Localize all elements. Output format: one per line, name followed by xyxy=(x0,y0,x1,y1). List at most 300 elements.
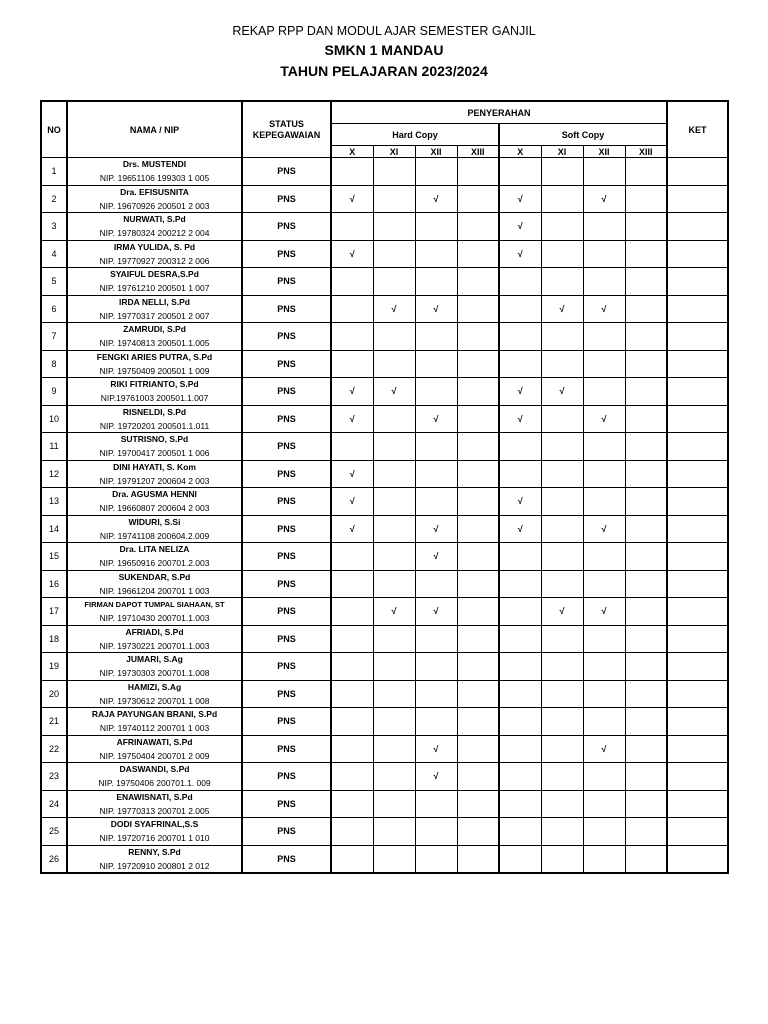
row-number: 25 xyxy=(41,818,67,846)
soft-copy-check-cell xyxy=(625,763,667,791)
name-nip-cell xyxy=(67,845,242,873)
soft-copy-check-cell xyxy=(541,790,583,818)
soft-copy-check-cell xyxy=(625,653,667,681)
soft-copy-check-cell xyxy=(625,213,667,241)
ket-cell xyxy=(667,625,728,653)
table-row xyxy=(41,268,728,296)
row-number: 10 xyxy=(41,405,67,433)
hard-copy-check-cell xyxy=(331,268,373,296)
teacher-name: JUMARI, S.Ag xyxy=(126,654,183,665)
status-cell: PNS xyxy=(242,625,331,653)
hard-copy-check-cell: √ xyxy=(331,240,373,268)
hard-copy-check-cell xyxy=(457,185,499,213)
hard-copy-check-cell xyxy=(415,268,457,296)
status-cell: PNS xyxy=(242,708,331,736)
row-number: 21 xyxy=(41,708,67,736)
hard-copy-check-cell xyxy=(373,708,415,736)
soft-copy-check-cell xyxy=(541,433,583,461)
table-row xyxy=(41,625,728,653)
soft-copy-check-cell xyxy=(499,680,541,708)
hard-copy-check-cell: √ xyxy=(415,405,457,433)
hard-copy-check-cell: √ xyxy=(415,763,457,791)
teacher-name: IRMA YULIDA, S. Pd xyxy=(113,241,196,252)
hard-copy-check-cell xyxy=(373,790,415,818)
table-row xyxy=(41,735,728,763)
hard-copy-check-cell xyxy=(457,323,499,351)
teacher-nip: NIP. 19740813 200501.1.005 xyxy=(99,338,210,349)
hard-copy-check-cell xyxy=(331,708,373,736)
ket-cell xyxy=(667,488,728,516)
soft-copy-check-cell xyxy=(625,378,667,406)
hard-copy-check-cell xyxy=(457,295,499,323)
hard-copy-check-cell: √ xyxy=(415,735,457,763)
table-row xyxy=(41,708,728,736)
teacher-name: ZAMRUDI, S.Pd xyxy=(123,324,186,335)
soft-copy-check-cell xyxy=(499,598,541,626)
soft-copy-check-cell xyxy=(541,460,583,488)
ket-cell xyxy=(667,460,728,488)
hard-copy-check-cell xyxy=(373,763,415,791)
hard-copy-check-cell xyxy=(331,818,373,846)
table-row xyxy=(41,240,728,268)
soft-copy-check-cell xyxy=(583,240,625,268)
soft-copy-check-cell: √ xyxy=(583,295,625,323)
table-row xyxy=(41,680,728,708)
soft-copy-check-cell: √ xyxy=(499,213,541,241)
soft-copy-check-cell xyxy=(625,350,667,378)
hard-copy-check-cell xyxy=(415,158,457,186)
soft-copy-check-cell xyxy=(583,158,625,186)
table-row xyxy=(41,460,728,488)
hard-copy-check-cell: √ xyxy=(331,488,373,516)
hard-copy-check-cell xyxy=(415,488,457,516)
row-number: 23 xyxy=(41,763,67,791)
hard-copy-check-cell xyxy=(331,158,373,186)
hard-copy-check-cell: √ xyxy=(415,543,457,571)
soft-copy-check-cell xyxy=(583,350,625,378)
soft-copy-check-cell: √ xyxy=(583,515,625,543)
soft-copy-check-cell xyxy=(541,405,583,433)
table-body xyxy=(41,158,728,874)
hard-copy-check-cell xyxy=(373,845,415,873)
soft-copy-check-cell xyxy=(499,433,541,461)
name-nip-cell xyxy=(67,598,242,626)
hard-copy-check-cell xyxy=(457,735,499,763)
row-number: 9 xyxy=(41,378,67,406)
hard-copy-check-cell xyxy=(457,488,499,516)
table-row xyxy=(41,213,728,241)
table-row xyxy=(41,405,728,433)
teacher-name: DASWANDI, S.Pd xyxy=(119,764,190,775)
name-nip-cell xyxy=(67,460,242,488)
hard-copy-check-cell xyxy=(373,185,415,213)
teacher-name: Dra. AGUSMA HENNI xyxy=(112,489,197,500)
ket-cell xyxy=(667,653,728,681)
table-row xyxy=(41,790,728,818)
name-nip-cell xyxy=(67,405,242,433)
status-cell: PNS xyxy=(242,350,331,378)
soft-copy-check-cell xyxy=(499,158,541,186)
name-nip-cell xyxy=(67,433,242,461)
hard-copy-check-cell xyxy=(415,570,457,598)
hard-copy-check-cell xyxy=(457,845,499,873)
name-nip-cell xyxy=(67,323,242,351)
row-number: 20 xyxy=(41,680,67,708)
header-status-label: STATUS KEPEGAWAIAN xyxy=(252,118,321,140)
table-header xyxy=(41,101,728,158)
soft-copy-check-cell xyxy=(625,543,667,571)
hard-copy-check-cell xyxy=(457,460,499,488)
soft-copy-check-cell: √ xyxy=(499,185,541,213)
hard-copy-check-cell xyxy=(373,515,415,543)
teacher-nip: NIP. 19750409 200501 1 009 xyxy=(99,365,210,376)
teacher-name: DINI HAYATI, S. Kom xyxy=(113,461,196,472)
soft-copy-check-cell xyxy=(583,845,625,873)
ket-cell xyxy=(667,543,728,571)
hard-copy-check-cell xyxy=(373,460,415,488)
hard-copy-check-cell xyxy=(331,653,373,681)
name-nip-cell xyxy=(67,213,242,241)
table-row xyxy=(41,653,728,681)
hard-copy-check-cell xyxy=(415,378,457,406)
hard-copy-check-cell xyxy=(331,213,373,241)
soft-copy-check-cell xyxy=(541,818,583,846)
hard-copy-check-cell xyxy=(415,790,457,818)
soft-copy-check-cell xyxy=(583,680,625,708)
soft-copy-check-cell xyxy=(499,570,541,598)
ket-cell xyxy=(667,405,728,433)
teacher-name: SUTRISNO, S.Pd xyxy=(120,434,189,445)
soft-copy-check-cell xyxy=(583,460,625,488)
table-row xyxy=(41,598,728,626)
soft-copy-check-cell xyxy=(583,763,625,791)
soft-copy-check-cell xyxy=(625,323,667,351)
header-status xyxy=(242,101,331,158)
soft-copy-check-cell xyxy=(499,818,541,846)
hard-copy-check-cell xyxy=(373,213,415,241)
table-row xyxy=(41,295,728,323)
teacher-name: WIDURI, S.Si xyxy=(128,516,181,527)
soft-copy-check-cell: √ xyxy=(541,598,583,626)
row-number: 24 xyxy=(41,790,67,818)
soft-copy-check-cell xyxy=(541,350,583,378)
name-nip-cell xyxy=(67,570,242,598)
soft-copy-check-cell xyxy=(625,735,667,763)
soft-copy-check-cell xyxy=(583,378,625,406)
row-number: 16 xyxy=(41,570,67,598)
hard-copy-check-cell xyxy=(457,350,499,378)
soft-copy-check-cell xyxy=(625,185,667,213)
hard-copy-check-cell xyxy=(373,350,415,378)
teacher-name: FIRMAN DAPOT TUMPAL SIAHAAN, ST xyxy=(84,600,225,610)
teacher-nip: NIP. 19761210 200501 1 007 xyxy=(99,283,210,294)
teacher-name: DODI SYAFRINAL,S.S xyxy=(110,819,199,830)
hard-copy-check-cell xyxy=(415,350,457,378)
hard-copy-check-cell xyxy=(415,845,457,873)
teacher-nip: NIP.19761003 200501.1.007 xyxy=(100,393,209,404)
header-hard-class-xii: XII xyxy=(415,146,457,158)
teacher-nip: NIP. 19700417 200501 1 006 xyxy=(99,448,210,459)
soft-copy-check-cell xyxy=(583,790,625,818)
soft-copy-check-cell xyxy=(625,405,667,433)
status-cell: PNS xyxy=(242,378,331,406)
hard-copy-check-cell xyxy=(331,350,373,378)
name-nip-cell xyxy=(67,378,242,406)
soft-copy-check-cell xyxy=(583,488,625,516)
row-number: 3 xyxy=(41,213,67,241)
hard-copy-check-cell xyxy=(373,570,415,598)
row-number: 18 xyxy=(41,625,67,653)
header-hard-class-xiii: XIII xyxy=(457,146,499,158)
teacher-nip: NIP. 19670926 200501 2 003 xyxy=(99,200,210,211)
ket-cell xyxy=(667,570,728,598)
teacher-nip: NIP. 19651106 199303 1 005 xyxy=(99,173,210,184)
soft-copy-check-cell xyxy=(499,543,541,571)
hard-copy-check-cell xyxy=(457,158,499,186)
soft-copy-check-cell xyxy=(625,240,667,268)
soft-copy-check-cell xyxy=(499,295,541,323)
name-nip-cell xyxy=(67,680,242,708)
teacher-nip: NIP. 19740112 200701 1 003 xyxy=(99,723,210,734)
hard-copy-check-cell xyxy=(415,240,457,268)
row-number: 19 xyxy=(41,653,67,681)
soft-copy-check-cell xyxy=(625,790,667,818)
soft-copy-check-cell xyxy=(541,158,583,186)
hard-copy-check-cell xyxy=(331,763,373,791)
name-nip-cell xyxy=(67,185,242,213)
name-nip-cell xyxy=(67,735,242,763)
teacher-name: RAJA PAYUNGAN BRANI, S.Pd xyxy=(91,709,218,720)
ket-cell xyxy=(667,763,728,791)
hard-copy-check-cell xyxy=(415,680,457,708)
soft-copy-check-cell: √ xyxy=(583,405,625,433)
soft-copy-check-cell xyxy=(541,323,583,351)
soft-copy-check-cell xyxy=(541,213,583,241)
soft-copy-check-cell xyxy=(499,708,541,736)
hard-copy-check-cell xyxy=(457,213,499,241)
soft-copy-check-cell xyxy=(583,213,625,241)
status-cell: PNS xyxy=(242,515,331,543)
name-nip-cell xyxy=(67,488,242,516)
hard-copy-check-cell: √ xyxy=(331,378,373,406)
row-number: 4 xyxy=(41,240,67,268)
hard-copy-check-cell xyxy=(373,240,415,268)
hard-copy-check-cell xyxy=(331,543,373,571)
hard-copy-check-cell xyxy=(457,598,499,626)
name-nip-cell xyxy=(67,350,242,378)
soft-copy-check-cell xyxy=(499,845,541,873)
teacher-name: SYAIFUL DESRA,S.Pd xyxy=(110,269,199,280)
name-nip-cell xyxy=(67,818,242,846)
soft-copy-check-cell xyxy=(499,653,541,681)
ket-cell xyxy=(667,295,728,323)
hard-copy-check-cell xyxy=(373,735,415,763)
hard-copy-check-cell xyxy=(457,240,499,268)
hard-copy-check-cell: √ xyxy=(415,515,457,543)
teacher-nip: NIP. 19770317 200501 2 007 xyxy=(99,310,210,321)
row-number: 15 xyxy=(41,543,67,571)
status-cell: PNS xyxy=(242,653,331,681)
name-nip-cell xyxy=(67,158,242,186)
status-cell: PNS xyxy=(242,158,331,186)
hard-copy-check-cell: √ xyxy=(415,598,457,626)
teacher-name: NURWATI, S.Pd xyxy=(123,214,186,225)
hard-copy-check-cell xyxy=(457,570,499,598)
hard-copy-check-cell xyxy=(457,625,499,653)
teacher-nip: NIP. 19770927 200312 2 006 xyxy=(99,255,210,266)
hard-copy-check-cell xyxy=(373,158,415,186)
soft-copy-check-cell xyxy=(499,350,541,378)
header-soft-class-xi: XI xyxy=(541,146,583,158)
table-row xyxy=(41,570,728,598)
header-soft-class-xiii: XIII xyxy=(625,146,667,158)
hard-copy-check-cell xyxy=(457,433,499,461)
header-hard-class-xi: XI xyxy=(373,146,415,158)
hard-copy-check-cell: √ xyxy=(331,405,373,433)
table-row xyxy=(41,488,728,516)
name-nip-cell xyxy=(67,653,242,681)
ket-cell xyxy=(667,378,728,406)
rekap-table xyxy=(40,100,729,874)
status-cell: PNS xyxy=(242,213,331,241)
hard-copy-check-cell xyxy=(457,763,499,791)
ket-cell xyxy=(667,515,728,543)
header-nama-nip: NAMA / NIP xyxy=(67,101,242,158)
teacher-nip: NIP. 19770313 200701 2.005 xyxy=(99,805,210,816)
soft-copy-check-cell xyxy=(583,570,625,598)
hard-copy-check-cell xyxy=(373,323,415,351)
soft-copy-check-cell xyxy=(625,460,667,488)
soft-copy-check-cell: √ xyxy=(541,295,583,323)
soft-copy-check-cell xyxy=(541,845,583,873)
table-row xyxy=(41,350,728,378)
teacher-nip: NIP. 19750404 200701 2 009 xyxy=(99,750,210,761)
soft-copy-check-cell xyxy=(541,268,583,296)
table-row xyxy=(41,323,728,351)
table-row xyxy=(41,433,728,461)
soft-copy-check-cell: √ xyxy=(541,378,583,406)
hard-copy-check-cell xyxy=(457,653,499,681)
teacher-nip: NIP. 19710430 200701.1.003 xyxy=(99,613,210,624)
teacher-name: Dra. EFISUSNITA xyxy=(120,186,189,197)
hard-copy-check-cell xyxy=(415,818,457,846)
status-cell: PNS xyxy=(242,405,331,433)
ket-cell xyxy=(667,240,728,268)
status-cell: PNS xyxy=(242,240,331,268)
name-nip-cell xyxy=(67,790,242,818)
hard-copy-check-cell xyxy=(457,790,499,818)
soft-copy-check-cell xyxy=(625,625,667,653)
soft-copy-check-cell xyxy=(583,625,625,653)
soft-copy-check-cell: √ xyxy=(583,735,625,763)
teacher-nip: NIP. 19720910 200801 2 012 xyxy=(99,860,210,871)
row-number: 5 xyxy=(41,268,67,296)
hard-copy-check-cell xyxy=(373,653,415,681)
soft-copy-check-cell: √ xyxy=(499,405,541,433)
table-row xyxy=(41,763,728,791)
hard-copy-check-cell xyxy=(457,378,499,406)
table-row xyxy=(41,185,728,213)
hard-copy-check-cell xyxy=(415,433,457,461)
name-nip-cell xyxy=(67,543,242,571)
soft-copy-check-cell xyxy=(499,763,541,791)
hard-copy-check-cell xyxy=(331,598,373,626)
hard-copy-check-cell: √ xyxy=(373,295,415,323)
soft-copy-check-cell xyxy=(541,653,583,681)
soft-copy-check-cell xyxy=(541,625,583,653)
hard-copy-check-cell xyxy=(373,625,415,653)
hard-copy-check-cell xyxy=(331,845,373,873)
status-cell: PNS xyxy=(242,680,331,708)
ket-cell xyxy=(667,598,728,626)
hard-copy-check-cell: √ xyxy=(373,598,415,626)
hard-copy-check-cell xyxy=(415,708,457,736)
soft-copy-check-cell xyxy=(541,488,583,516)
status-cell: PNS xyxy=(242,735,331,763)
ket-cell xyxy=(667,708,728,736)
soft-copy-check-cell: √ xyxy=(583,598,625,626)
teacher-nip: NIP. 19730221 200701.1.003 xyxy=(99,640,210,651)
soft-copy-check-cell xyxy=(583,543,625,571)
teacher-nip: NIP. 19750406 200701.1. 009 xyxy=(98,778,211,789)
soft-copy-check-cell: √ xyxy=(499,515,541,543)
row-number: 26 xyxy=(41,845,67,873)
soft-copy-check-cell xyxy=(541,680,583,708)
table-row xyxy=(41,158,728,186)
soft-copy-check-cell: √ xyxy=(583,185,625,213)
teacher-name: AFRINAWATI, S.Pd xyxy=(116,736,193,747)
soft-copy-check-cell xyxy=(583,323,625,351)
teacher-name: SUKENDAR, S.Pd xyxy=(118,571,191,582)
teacher-nip: NIP. 19780324 200212 2 004 xyxy=(99,228,210,239)
soft-copy-check-cell xyxy=(583,433,625,461)
row-number: 7 xyxy=(41,323,67,351)
soft-copy-check-cell xyxy=(625,708,667,736)
hard-copy-check-cell xyxy=(415,460,457,488)
soft-copy-check-cell xyxy=(541,763,583,791)
soft-copy-check-cell xyxy=(541,570,583,598)
soft-copy-check-cell xyxy=(625,845,667,873)
name-nip-cell xyxy=(67,295,242,323)
teacher-nip: NIP. 19650916 200701.2.003 xyxy=(99,558,210,569)
hard-copy-check-cell xyxy=(457,405,499,433)
status-cell: PNS xyxy=(242,295,331,323)
name-nip-cell xyxy=(67,708,242,736)
status-cell: PNS xyxy=(242,543,331,571)
hard-copy-check-cell xyxy=(331,735,373,763)
header-soft-copy: Soft Copy xyxy=(499,124,667,146)
teacher-name: Drs. MUSTENDI xyxy=(122,159,187,170)
status-cell: PNS xyxy=(242,185,331,213)
academic-year: TAHUN PELAJARAN 2023/2024 xyxy=(280,63,488,79)
soft-copy-check-cell xyxy=(541,735,583,763)
teacher-nip: NIP. 19730303 200701.1.008 xyxy=(99,668,210,679)
status-cell: PNS xyxy=(242,488,331,516)
ket-cell xyxy=(667,845,728,873)
name-nip-cell xyxy=(67,515,242,543)
soft-copy-check-cell xyxy=(625,598,667,626)
row-number: 13 xyxy=(41,488,67,516)
teacher-nip: NIP. 19720716 200701 1 010 xyxy=(99,833,210,844)
hard-copy-check-cell: √ xyxy=(331,515,373,543)
table-row xyxy=(41,378,728,406)
row-number: 14 xyxy=(41,515,67,543)
soft-copy-check-cell xyxy=(625,433,667,461)
soft-copy-check-cell xyxy=(625,818,667,846)
soft-copy-check-cell xyxy=(583,818,625,846)
hard-copy-check-cell: √ xyxy=(331,185,373,213)
status-cell: PNS xyxy=(242,845,331,873)
